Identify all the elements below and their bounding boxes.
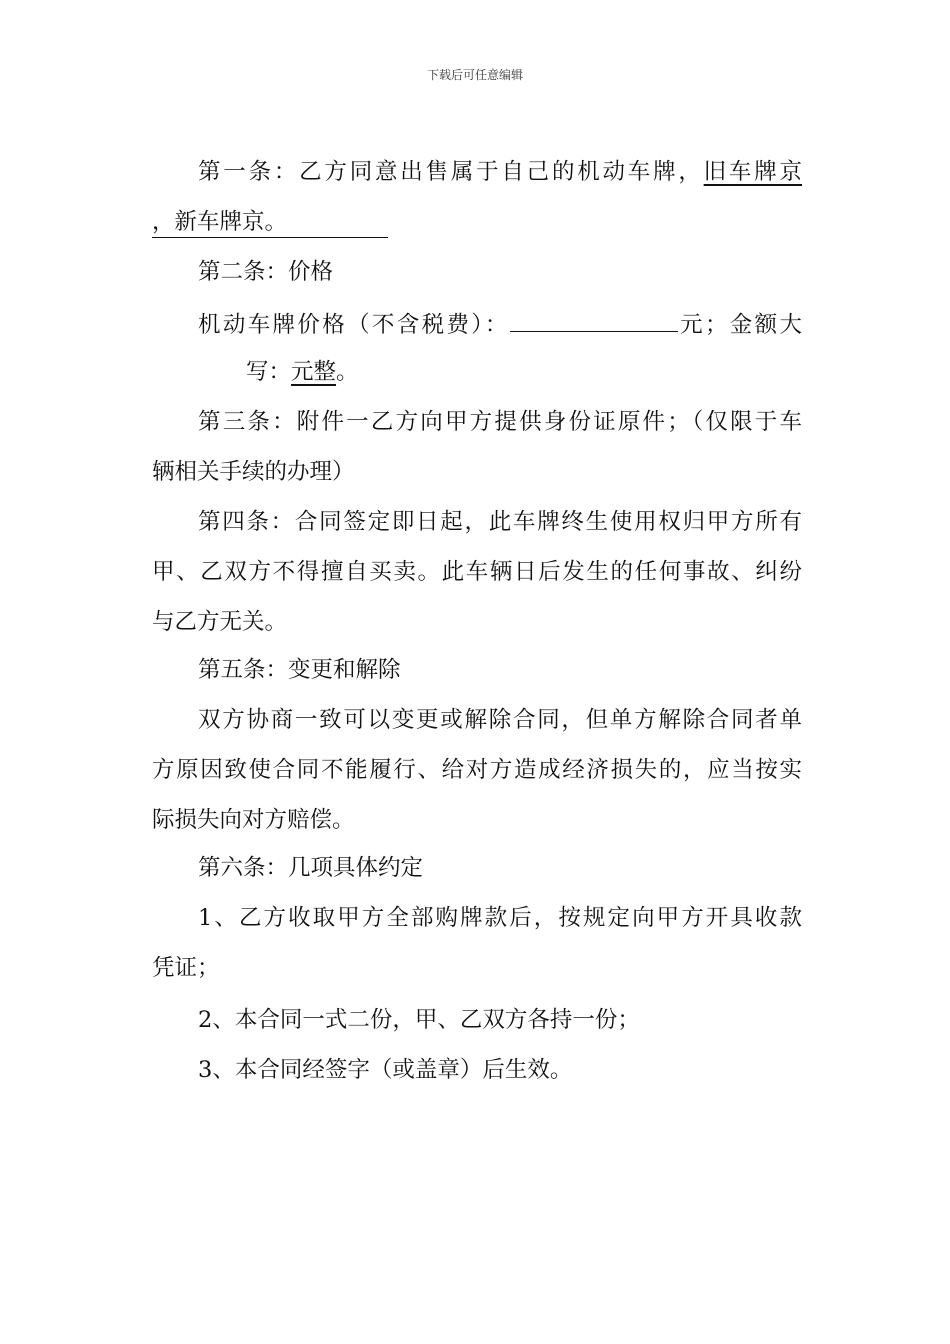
article6-item1-line2: 凭证；	[152, 955, 220, 981]
article5-line3: 际损失向对方赔偿。	[152, 807, 355, 833]
article3-line1: 第三条：附件一乙方向甲方提供身份证原件；（仅限于车	[198, 409, 802, 435]
price-line: 机动车牌价格（不含税费）： 元；金额大	[198, 305, 802, 339]
article5-title: 第五条：变更和解除	[198, 657, 401, 683]
article5-line2: 方原因致使合同不能履行、给对方造成经济损失的，应当按实	[152, 757, 802, 783]
article5-line1: 双方协商一致可以变更或解除合同，但单方解除合同者单	[198, 707, 802, 733]
article1-line1: 第一条：乙方同意出售属于自己的机动车牌，旧车牌京	[198, 159, 802, 185]
price-blank	[510, 305, 678, 332]
article3-line2: 辆相关手续的办理）	[152, 459, 355, 485]
header-note: 下载后可任意编辑	[426, 68, 523, 82]
new-plate-field: ，新车牌京。	[152, 207, 388, 238]
article6-item1-line1: 1、乙方收取甲方全部购牌款后，按规定向甲方开具收款	[198, 905, 802, 931]
article1-line2	[152, 205, 802, 239]
capital-amount-field: 元整	[291, 359, 337, 385]
article4-line3: 与乙方无关。	[152, 609, 288, 635]
article6-title: 第六条：几项具体约定	[198, 855, 424, 881]
article4-line2: 甲、乙双方不得擅自买卖。此车辆日后发生的任何事故、纠纷	[152, 559, 802, 585]
old-plate-field: 旧车牌京	[703, 159, 802, 185]
article6-item3: 3、本合同经签字（或盖章）后生效。	[198, 1057, 573, 1083]
article6-item2: 2、本合同一式二份，甲、乙双方各持一份；	[198, 1007, 640, 1033]
capital-amount-line: 写：元整。	[246, 359, 359, 385]
article4-line1: 第四条：合同签定即日起，此车牌终生使用权归甲方所有	[198, 509, 802, 535]
article2-title: 第二条：价格	[198, 259, 334, 285]
